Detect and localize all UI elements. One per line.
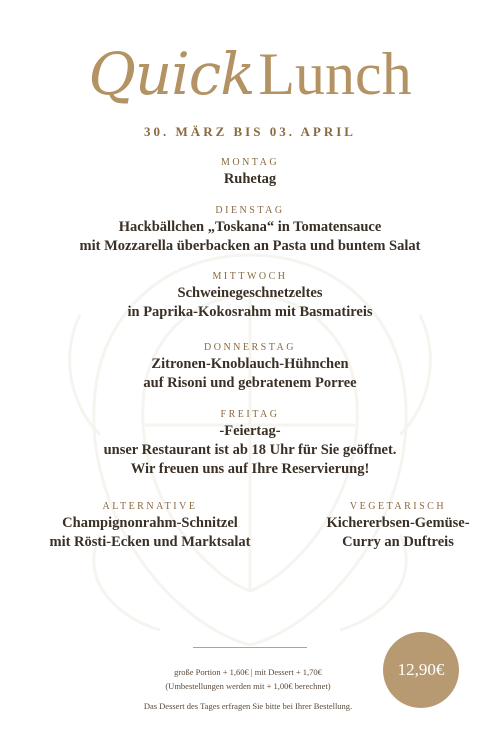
vegetarian-section <box>298 500 498 552</box>
footnote-dessert: Das Dessert des Tages erfragen Sie bitte bei Ihrer Bestellung. <box>143 701 353 711</box>
footnote-portion: große Portion + 1,60€ | mit Dessert + 1,70€ <box>174 667 322 677</box>
price-badge: 12,90€ <box>383 632 459 708</box>
dish-line: Schweinegeschnetzeltes <box>177 285 323 301</box>
dish-line: Ruhetag <box>223 171 277 187</box>
day-tuesday <box>0 204 500 256</box>
alternative-label: ALTERNATIVE <box>102 501 198 512</box>
dish-line: Wir freuen uns auf Ihre Reservierung! <box>130 461 370 477</box>
vegetarian-label: VEGETARISCH <box>349 501 447 512</box>
dish-line: Kichererbsen-Gemüse- <box>326 515 470 531</box>
dish-line: auf Risoni und gebratenem Porree <box>143 375 357 391</box>
day-label: DONNERSTAG <box>204 342 296 353</box>
footnote-change: (Umbestellungen werden mit + 1,00€ berechnet) <box>165 681 331 691</box>
day-monday <box>0 156 500 189</box>
dish-line: in Paprika-Kokosrahm mit Basmatireis <box>127 304 373 320</box>
dish-line: Curry an Duftreis <box>342 534 454 550</box>
day-wednesday <box>0 270 500 322</box>
dish-line: Hackbällchen „Toskana“ in Tomatensauce <box>118 219 382 235</box>
dish-line: mit Mozzarella überbacken an Pasta und buntem Salat <box>79 238 421 254</box>
day-thursday <box>0 341 500 393</box>
day-label: DIENSTAG <box>215 205 285 216</box>
day-label: FREITAG <box>220 409 280 420</box>
alternative-section <box>35 500 265 552</box>
dish-line: Zitronen-Knoblauch-Hühnchen <box>151 356 349 372</box>
dish-line: -Feiertag- <box>219 423 281 439</box>
menu-title <box>0 40 500 109</box>
divider <box>193 647 307 648</box>
day-label: MITTWOCH <box>212 271 288 282</box>
day-label: MONTAG <box>220 157 280 168</box>
title-quick: Quick <box>88 40 255 108</box>
day-friday <box>0 408 500 479</box>
dish-line: Champignonrahm-Schnitzel <box>62 515 238 531</box>
dish-line: unser Restaurant ist ab 18 Uhr für Sie geöffnet. <box>103 442 397 458</box>
dish-line: mit Rösti-Ecken und Marktsalat <box>49 534 251 550</box>
title-lunch: Lunch <box>258 41 412 107</box>
date-range: 30. MÄRZ BIS 03. APRIL <box>144 124 356 139</box>
